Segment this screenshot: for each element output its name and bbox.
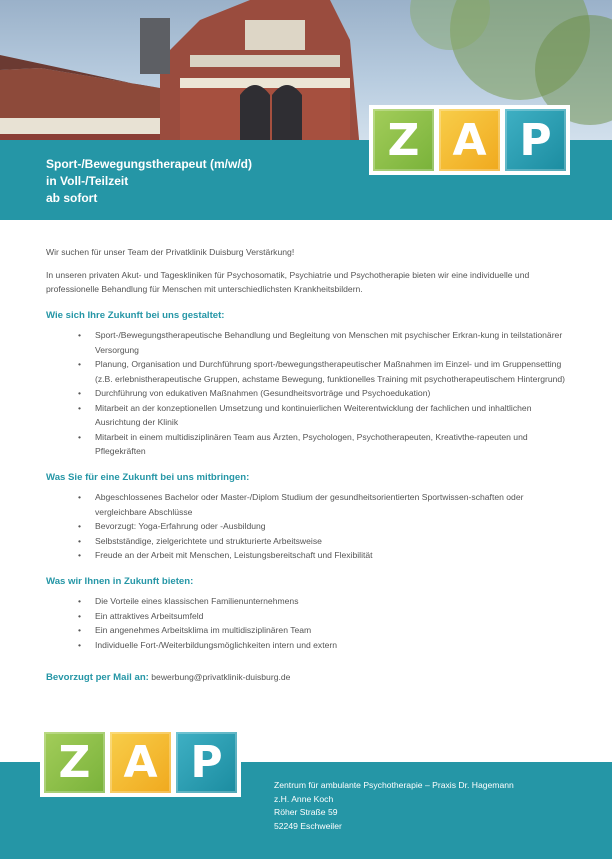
job-title: [46, 156, 252, 207]
job-title-line-1: Sport-/Bewegungstherapeut (m/w/d): [46, 157, 253, 171]
list-item: • Durchführung von edukativen Maßnahmen (Gesundheitsvorträge und Psychoedukation): [95, 386, 566, 401]
job-description: [46, 245, 566, 686]
address-line-1: Zentrum für ambulante Psychotherapie – Praxis Dr. Hagemann: [274, 780, 514, 790]
logo-tile-p: P: [176, 732, 237, 793]
list-item: • Ein angenehmes Arbeitsklima im multidisziplinären Team: [95, 623, 566, 638]
logo-tile-a: A: [439, 109, 500, 171]
list-item: • Selbstständige, zielgerichtete und strukturierte Arbeitsweise: [95, 534, 566, 549]
zap-logo-bottom: [40, 728, 241, 797]
footer-address: [274, 779, 514, 833]
contact-line: [46, 670, 566, 686]
requirements-list: [46, 490, 566, 563]
list-item: • Ein attraktives Arbeitsumfeld: [95, 609, 566, 624]
logo-tile-z: Z: [44, 732, 105, 793]
logo-tile-a: A: [110, 732, 171, 793]
logo-tile-p: P: [505, 109, 566, 171]
intro-text-2: In unseren privaten Akut- und Tageskliniken für Psychosomatik, Psychiatrie und Psychotherapie bieten wir eine individuelle und professionelle Behandlung für Menschen mit unterschiedlichsten Krankheitsbildern.: [46, 269, 530, 294]
section-heading-tasks: Wie sich Ihre Zukunft bei uns gestaltet:: [46, 309, 225, 321]
list-item: • Individuelle Fort-/Weiterbildungsmöglichkeiten intern und extern: [95, 638, 566, 653]
list-item: • Mitarbeit an der konzeptionellen Umsetzung und kontinuierlichen Weiterentwicklung der fachlichen und inhaltlichen Ausrichtung der Klinik: [95, 401, 566, 430]
tasks-list: [46, 328, 566, 459]
contact-label: Bevorzugt per Mail an:: [46, 672, 149, 683]
address-line-3: Röher Straße 59: [274, 807, 338, 817]
job-title-line-2: in Voll-/Teilzeit: [46, 174, 129, 188]
list-item: • Freude an der Arbeit mit Menschen, Leistungsbereitschaft und Flexibilität: [95, 548, 566, 563]
intro-text-1: Wir suchen für unser Team der Privatklinik Duisburg Verstärkung!: [46, 247, 295, 257]
address-line-2: z.H. Anne Koch: [274, 793, 334, 804]
contact-email-link[interactable]: bewerbung@privatklinik-duisburg.de: [151, 672, 291, 682]
section-heading-offer: Was wir Ihnen in Zukunft bieten:: [46, 575, 194, 587]
offer-list: [46, 594, 566, 652]
list-item: • Mitarbeit in einem multidisziplinären Team aus Ärzten, Psychologen, Psychotherapeuten, Kreativthe-rapeuten und Pflegekräften: [95, 430, 566, 459]
zap-logo-top: [369, 105, 570, 175]
list-item: • Bevorzugt: Yoga-Erfahrung oder -Ausbildung: [95, 519, 566, 534]
section-heading-requirements: Was Sie für eine Zukunft bei uns mitbringen:: [46, 471, 250, 483]
list-item: • Planung, Organisation und Durchführung sport-/bewegungstherapeutischer Maßnahmen im Einzel- und im Gruppensetting (z.B. erlebnistherapeutische Gruppen, achstame Bewegung, funktionelles Training mit psychotherapeutischem Hintergrund): [95, 357, 566, 386]
logo-tile-z: Z: [373, 109, 434, 171]
list-item: • Die Vorteile eines klassischen Familienunternehmens: [95, 594, 566, 609]
job-title-line-3: ab sofort: [46, 191, 98, 205]
list-item: • Sport-/Bewegungstherapeutische Behandlung und Begleitung von Menschen mit psychischer Erkran-kung in teilstationärer Versorgung: [95, 328, 566, 357]
list-item: • Abgeschlossenes Bachelor oder Master-/Diplom Studium der gesundheitsorientierten Sportwissen-schaften oder vergleichbare Abschlüsse: [95, 490, 566, 519]
address-line-4: 52249 Eschweiler: [274, 820, 342, 831]
